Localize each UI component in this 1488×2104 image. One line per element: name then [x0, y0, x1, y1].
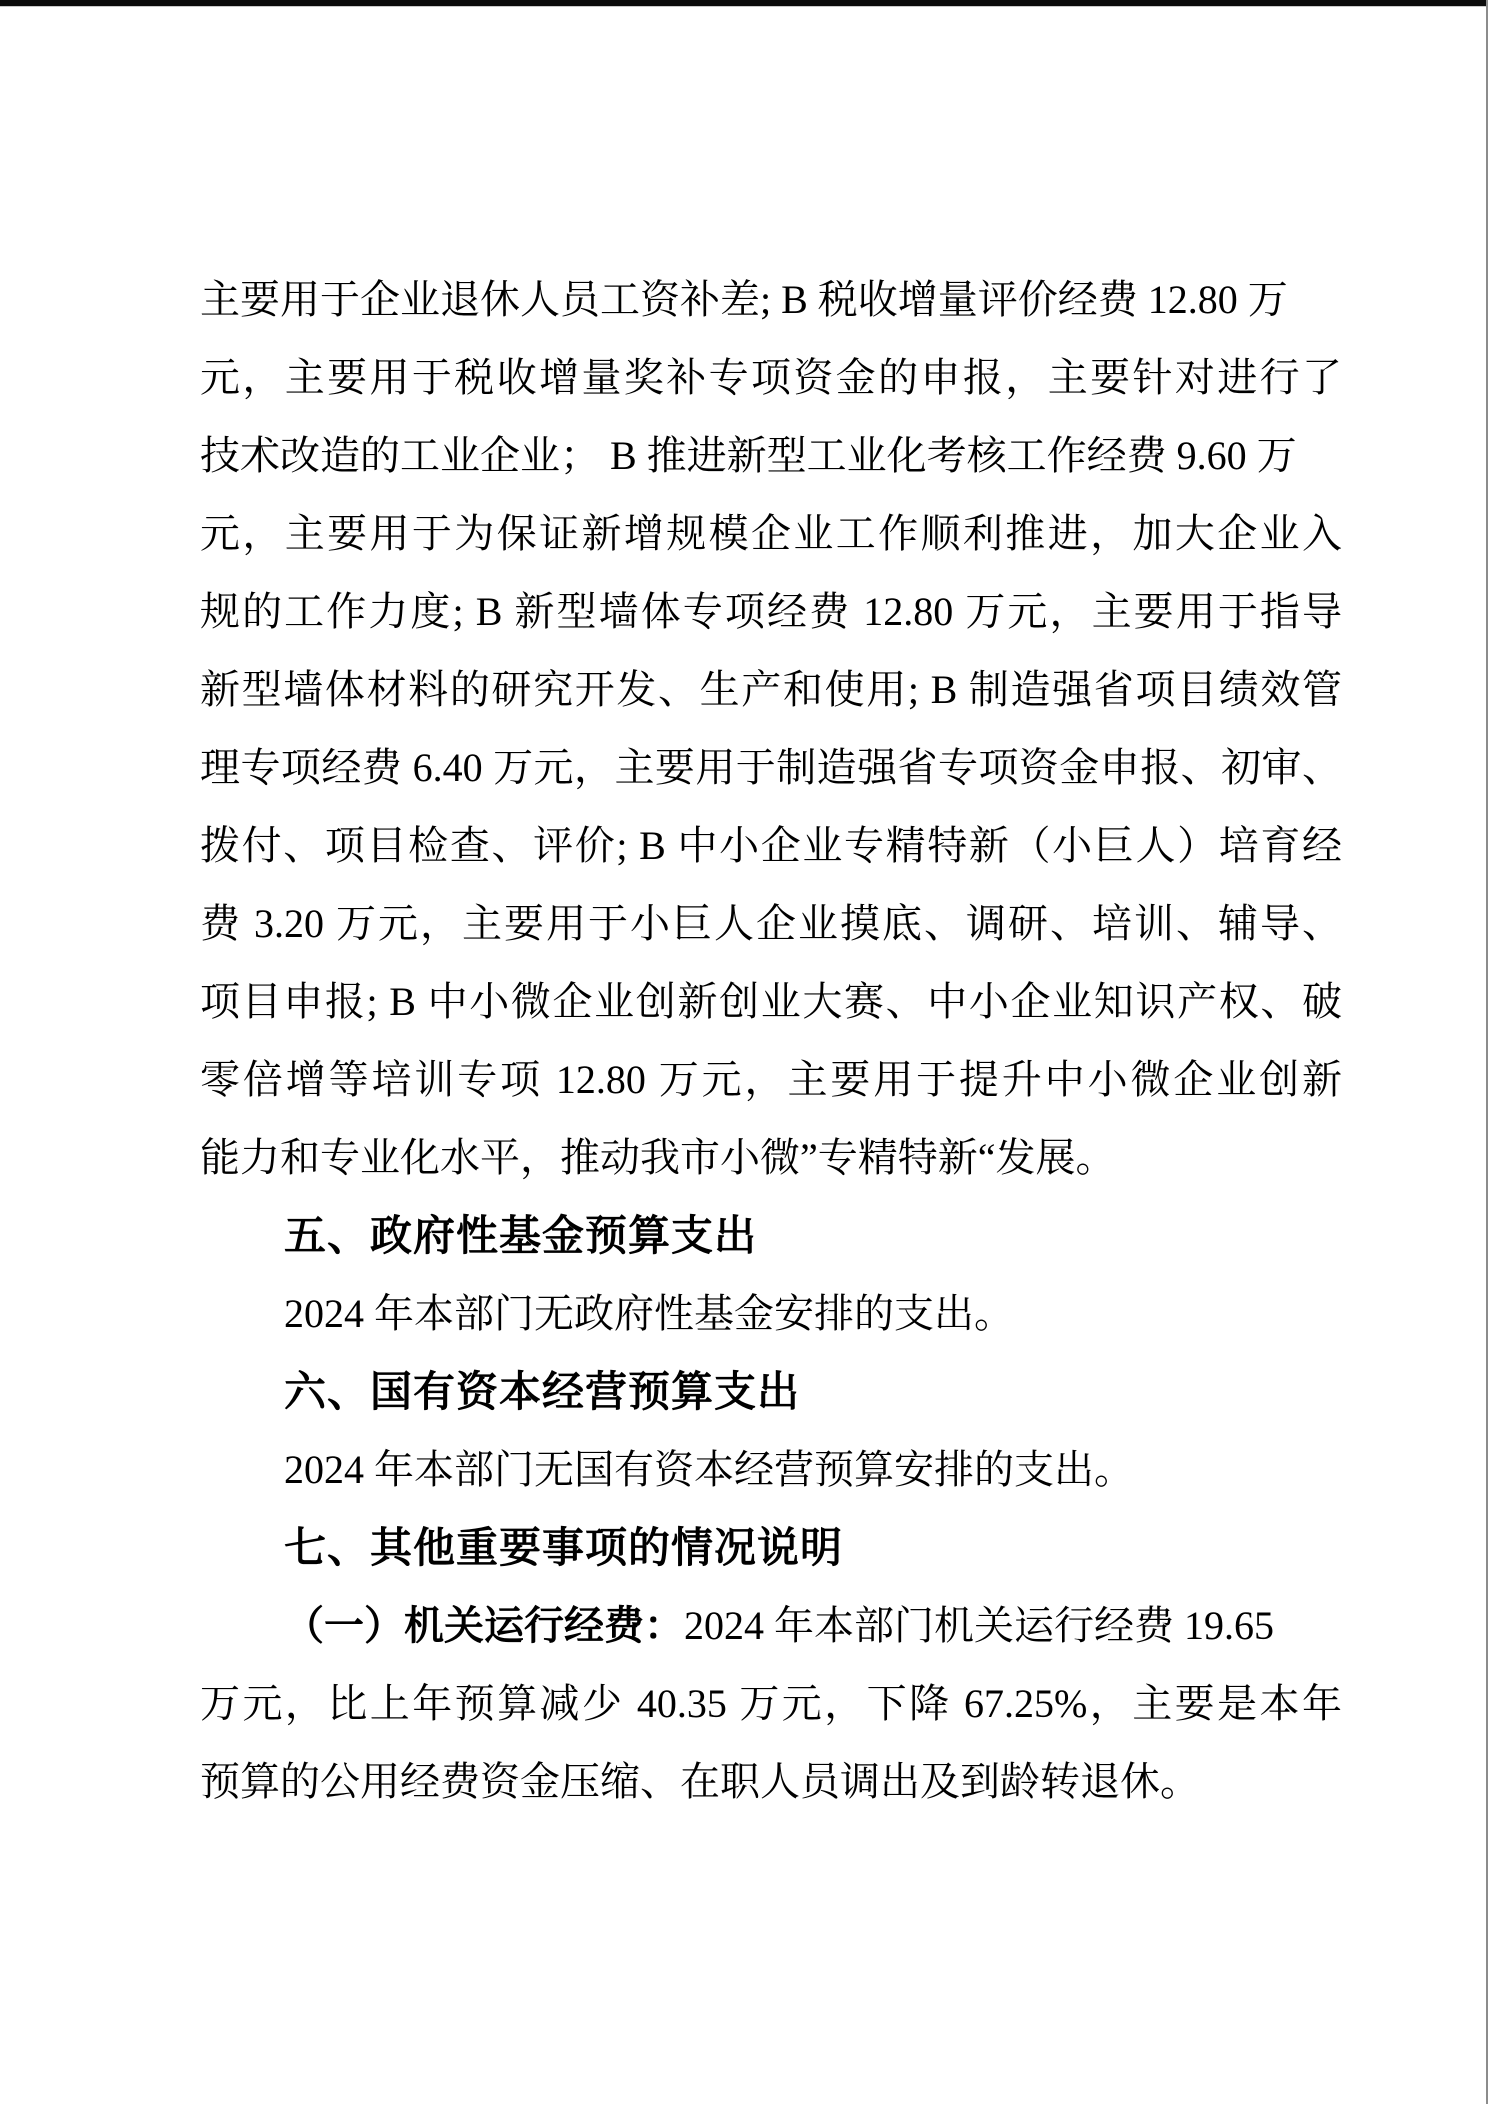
- body-text-line: 主要用于企业退休人员工资补差; B 税收增量评价经费 12.80 万: [200, 277, 1288, 322]
- body-text-line: 费 3.20 万元，主要用于小巨人企业摸底、调研、培训、辅导、: [200, 901, 1342, 946]
- section-heading-other-important-items: 七、其他重要事项的情况说明: [284, 1523, 844, 1572]
- section-heading-state-capital-budget: 六、国有资本经营预算支出: [284, 1367, 801, 1416]
- body-text-line: [200, 1587, 1342, 1665]
- document-body: [200, 261, 1342, 1821]
- body-text-line: 零倍增等培训专项 12.80 万元，主要用于提升中小微企业创新: [200, 1057, 1342, 1102]
- subheading-agency-operating-costs: （一）机关运行经费：: [284, 1603, 684, 1649]
- body-text-line: 元，主要用于税收增量奖补专项资金的申报，主要针对进行了: [200, 355, 1342, 400]
- body-text-segment: 2024 年本部门机关运行经费 19.65: [684, 1603, 1274, 1648]
- body-text-line: 2024 年本部门无政府性基金安排的支出。: [284, 1291, 1014, 1336]
- body-text-line: 万元，比上年预算减少 40.35 万元，下降 67.25%，主要是本年: [200, 1681, 1342, 1726]
- body-text-line: 2024 年本部门无国有资本经营预算安排的支出。: [284, 1447, 1134, 1492]
- body-text-line: 理专项经费 6.40 万元，主要用于制造强省专项资金申报、初审、: [200, 745, 1342, 790]
- body-text-line: 项目申报; B 中小微企业创新创业大赛、中小企业知识产权、破: [200, 979, 1342, 1024]
- body-text-line: 新型墙体材料的研究开发、生产和使用; B 制造强省项目绩效管: [200, 667, 1342, 712]
- body-text-line: 规的工作力度; B 新型墙体专项经费 12.80 万元，主要用于指导: [200, 589, 1342, 634]
- body-text-line: 能力和专业化水平，推动我市小微”专精特新“发展。: [200, 1135, 1116, 1180]
- page-top-border: [0, 0, 1488, 7]
- section-heading-gov-fund-budget: 五、政府性基金预算支出: [284, 1211, 758, 1260]
- body-text-line: 技术改造的工业企业； B 推进新型工业化考核工作经费 9.60 万: [200, 433, 1297, 478]
- body-text-line: 拨付、项目检查、评价; B 中小企业专精特新（小巨人）培育经: [200, 823, 1342, 868]
- body-text-line: 元，主要用于为保证新增规模企业工作顺利推进，加大企业入: [200, 511, 1342, 556]
- body-text-line: 预算的公用经费资金压缩、在职人员调出及到龄转退休。: [200, 1759, 1200, 1804]
